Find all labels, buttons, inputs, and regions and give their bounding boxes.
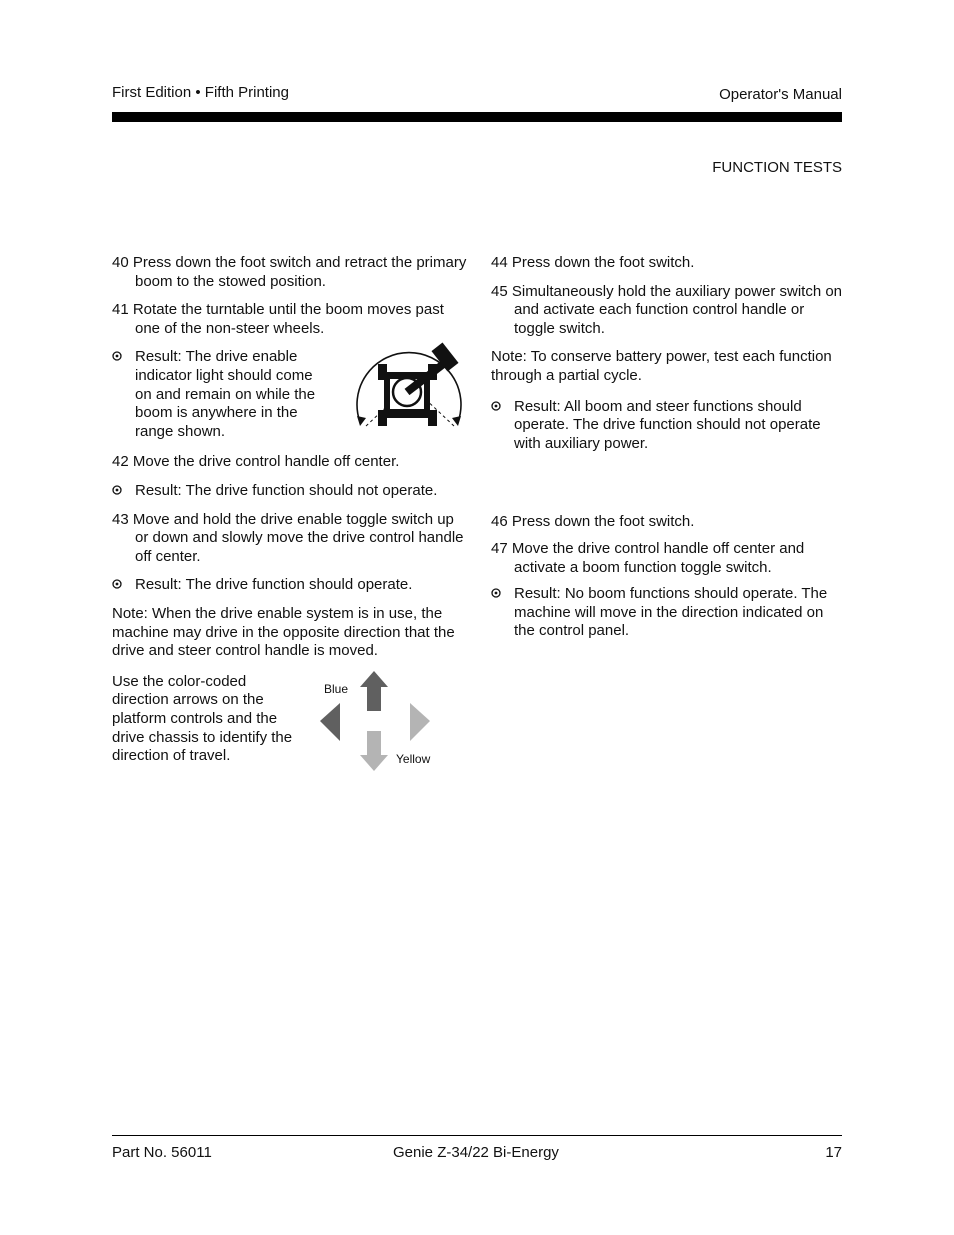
result-bullet-icon <box>112 485 122 495</box>
part-number: Part No. 56011 <box>112 1144 212 1161</box>
drive-enable-note: Note: When the drive enable system is in use, the machine may drive in the opposite direction that the drive and steer control handle is moved. <box>112 604 455 660</box>
result-bullet-icon <box>112 579 122 589</box>
label-blue: Blue <box>324 681 349 696</box>
label-yellow: Yellow <box>396 751 431 766</box>
step-40: 40 Press down the foot switch and retract the primary boom to the stowed position. <box>112 254 467 290</box>
result-43 <box>112 576 467 595</box>
battery-note: Note: To conserve battery power, test each function through a partial cycle. <box>491 348 832 384</box>
result-bullet-icon <box>491 401 501 411</box>
step-41: 41 Rotate the turntable until the boom moves past one of the non-steer wheels. <box>112 301 444 337</box>
right-column <box>491 254 843 641</box>
model-name: Genie Z-34/22 Bi-Energy <box>393 1144 559 1161</box>
result-41-block <box>112 348 467 443</box>
manual-title: Operator's Manual <box>719 86 842 103</box>
result-bullet-icon <box>491 588 501 598</box>
result-47 <box>491 585 843 641</box>
step-45: 45 Simultaneously hold the auxiliary power switch on and activate each function control handle or toggle switch. <box>491 282 843 337</box>
direction-arrows-text: Use the color-coded direction arrows on the platform controls and the drive chassis to identify the direction of travel. <box>112 672 293 765</box>
arrow-down-icon <box>360 731 388 771</box>
step-46: 46 Press down the foot switch. <box>491 513 695 531</box>
step-42: 42 Move the drive control handle off center. <box>112 453 400 471</box>
section-title: FUNCTION TESTS <box>712 159 842 176</box>
result-41-text: Result: The drive enable indicator light should come on and remain on while the boom is anywhere in the range shown. <box>135 348 316 440</box>
step-43: 43 Move and hold the drive enable toggle switch up or down and slowly move the drive control handle off center. <box>112 510 464 565</box>
result-42-text: Result: The drive function should not operate. <box>135 481 438 499</box>
arrow-up-icon <box>360 671 388 711</box>
page-number: 17 <box>825 1144 842 1161</box>
result-45 <box>491 398 843 454</box>
footer-rule <box>112 1135 842 1136</box>
edition-label: First Edition • Fifth Printing <box>112 84 289 101</box>
boom-range-diagram <box>354 342 466 437</box>
direction-arrows-block <box>112 673 467 783</box>
header-rule <box>112 112 842 122</box>
result-45-text: Result: All boom and steer functions should operate. The drive function should not operate with auxiliary power. <box>514 397 821 452</box>
result-43-text: Result: The drive function should operate. <box>135 576 413 594</box>
left-column <box>112 254 467 783</box>
arrow-left-icon <box>320 703 340 741</box>
result-41 <box>112 348 325 441</box>
step-47: 47 Move the drive control handle off center and activate a boom function toggle switch. <box>491 539 805 576</box>
result-42 <box>112 482 467 501</box>
result-bullet-icon <box>112 351 122 361</box>
result-47-text: Result: No boom functions should operate. The machine will move in the direction indicated on the control panel. <box>514 585 828 640</box>
direction-arrows-figure <box>318 669 433 773</box>
step-44: 44 Press down the foot switch. <box>491 254 695 271</box>
arrow-right-icon <box>410 703 430 741</box>
